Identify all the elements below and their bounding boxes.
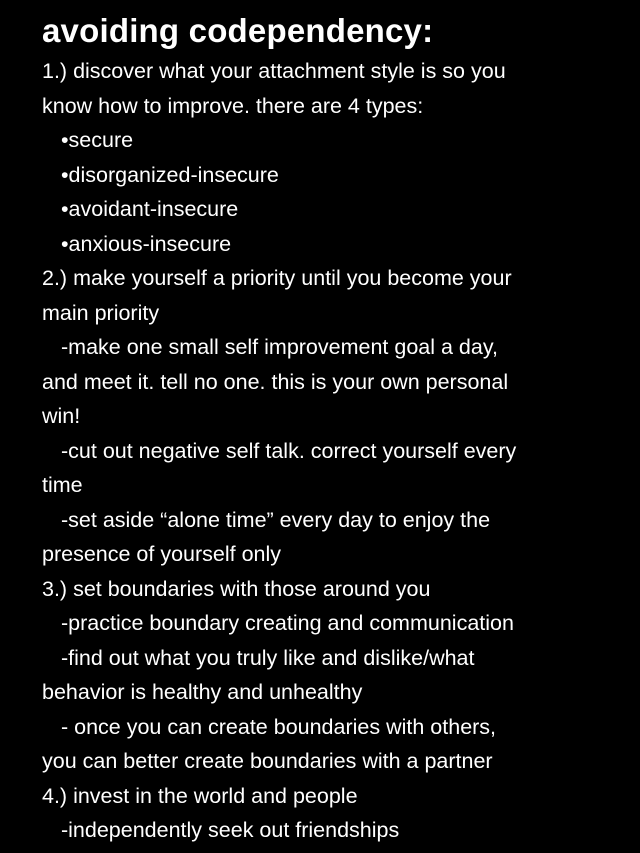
note-line: •secure xyxy=(61,128,134,152)
note-line: behavior is healthy and unhealthy xyxy=(42,680,363,704)
note-line: 1.) discover what your attachment style is so you xyxy=(42,59,506,83)
note-line: time xyxy=(42,473,83,497)
note-line: 3.) set boundaries with those around you xyxy=(42,576,431,601)
note-line: -make one small self improvement goal a day, xyxy=(61,335,498,359)
note-line: •anxious-insecure xyxy=(61,231,232,256)
note-line: main priority xyxy=(42,300,160,325)
note-line: -practice boundary creating and communication xyxy=(61,611,514,635)
note-line: win! xyxy=(42,404,81,428)
note-line: -cut out negative self talk. correct yourself every xyxy=(61,438,517,463)
note-line: know how to improve. there are 4 types: xyxy=(42,93,424,118)
note-title: avoiding codependency: xyxy=(42,12,434,49)
note-line: -set aside “alone time” every day to enjoy the xyxy=(61,507,491,532)
note-body xyxy=(42,54,602,848)
note-line: •disorganized-insecure xyxy=(61,162,279,187)
note-line: you can better create boundaries with a partner xyxy=(42,749,493,773)
note-line: -independently seek out friendships xyxy=(61,818,400,842)
note-line: 2.) make yourself a priority until you become your xyxy=(42,266,512,290)
note-line: - once you can create boundaries with others, xyxy=(61,714,497,739)
note-line: and meet it. tell no one. this is your own personal xyxy=(42,369,509,394)
note-line: presence of yourself only xyxy=(42,542,282,566)
note-line: -find out what you truly like and dislike/what xyxy=(61,645,475,670)
note-line: 4.) invest in the world and people xyxy=(42,783,358,808)
note-line: •avoidant-insecure xyxy=(61,197,239,221)
